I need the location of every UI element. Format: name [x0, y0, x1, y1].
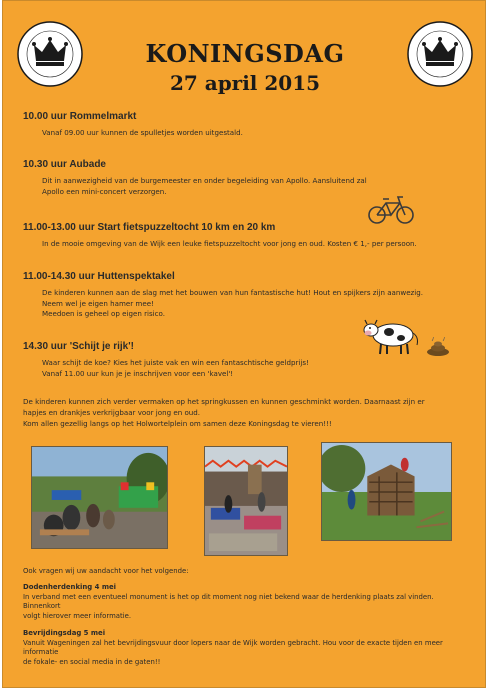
dung-icon [425, 337, 451, 357]
section-heading: 11.00-13.00 uur Start fietspuzzeltocht 10 km en 20 km [23, 222, 276, 233]
notice-line: Vanuit Wageningen zal het bevrijdingsvuur door lopers naar de Wijk worden gebracht. Hou voor de exacte tijden en meer informatie [23, 638, 443, 656]
section-fietspuzzeltocht [23, 222, 463, 250]
poster [2, 0, 486, 688]
info-line: hapjes en drankjes verkrijgbaar voor jong en oud. [23, 408, 201, 417]
page-title: KONINGSDAG [145, 39, 345, 68]
section-line: Apollo een mini-concert verzorgen. [42, 186, 167, 196]
notice-heading: Dodenherdenking 4 mei [23, 583, 117, 591]
photo-market-stalls [204, 446, 288, 556]
notice-line: In verband met een eventueel monument is het op dit moment nog niet bekend waar de herdenking plaats zal vinden. Binnenkort [23, 592, 434, 610]
bicycle-icon [367, 193, 415, 225]
section-line: Dit in aanwezigheid van de burgemeester en onder begeleiding van Apollo. Aansluitend zal [42, 176, 367, 185]
section-line: Meedoen is geheel op eigen risico. [42, 309, 166, 318]
section-heading: 10.00 uur Rommelmarkt [23, 111, 137, 122]
section-line: Vanaf 09.00 uur kunnen de spulletjes worden uitgestald. [42, 128, 243, 137]
info-line: Kom allen gezellig langs op het Holwortelplein om samen deze Koningsdag te vieren!!! [23, 419, 332, 428]
notice-line: de fokale- en social media in de gaten!! [23, 657, 161, 666]
photo-bouncy-castle [31, 446, 168, 549]
general-info [23, 396, 469, 429]
section-line: De kinderen kunnen aan de slag met het bouwen van hun fantastische hut! Hout en spijkers zijn aanwezig. [42, 288, 424, 297]
section-line: Neem wel je eigen hamer mee! [42, 298, 154, 308]
section-heading: 11.00-14.30 uur Huttenspektakel [23, 271, 175, 282]
info-line: De kinderen kunnen zich verder vermaken op het springkussen en kunnen geschminkt worden. Daarnaast zijn er [23, 397, 425, 406]
notice-heading: Bevrijdingsdag 5 mei [23, 629, 106, 637]
notice-dodenherdenking [23, 583, 473, 621]
notice-bevrijdingsdag [23, 629, 473, 667]
section-heading: 10.30 uur Aubade [23, 159, 106, 170]
section-line: In de mooie omgeving van de Wijk een leuke fietspuzzeltocht voor jong en oud. Kosten € 1,- per persoon. [42, 239, 417, 248]
notice-line: volgt hierover meer informatie. [23, 611, 132, 620]
section-heading: 14.30 uur 'Schijt je rijk'! [23, 341, 134, 352]
section-rommelmarkt [23, 111, 463, 139]
section-line: Vanaf 11.00 uur kun je je inschrijven voor een 'kavel'! [42, 368, 234, 378]
photo-hut-building [321, 442, 452, 541]
section-line: Waar schijt de koe? Kies het juiste vak en win een fantaschtische geldprijs! [42, 358, 309, 367]
cow-icon [361, 313, 423, 357]
attention-line: Ook vragen wij uw aandacht voor het volgende: [23, 567, 189, 575]
event-date: 27 april 2015 [169, 71, 321, 95]
section-aubade [23, 159, 463, 197]
